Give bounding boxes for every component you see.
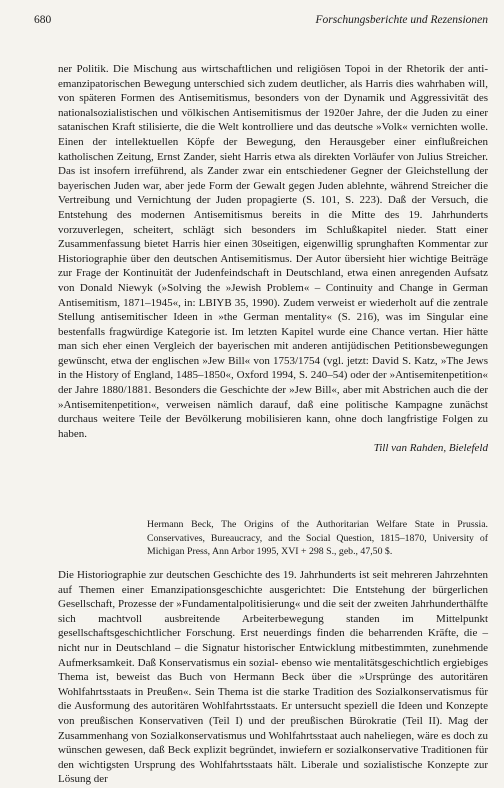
first-review-paragraph: ner Politik. Die Mischung aus wirtschaftlichen und religiösen Topoi in der Rhetorik der anti-emanzipatorischen Bewegung unterschied sich zudem deutlicher, als Harris dies wahrhaben will, von späteren Formen des Antisemitismus, besonders von der Dynamik und Aggressivität des nationalsozialistischen und völkischen Antisemitismus der 1920er Jahre, der die Juden zu einer satanischen Kraft stilisierte, die die Welt kontrolliere und das deutsche »Volk« vernichten wolle. Einen der intellektuellen Köpfe der Bewegung, den Herausgeber einer einflußreichen katholischen Zeitung, Ernst Zander, sieht Harris etwa als direkten Vorläufer von Julius Streicher. Das ist insofern irreführend, als Zander zwar ein entschiedener Gegner der Gleichstellung der bayerischen Juden war, aber jede Form der Gewalt gegen Juden ablehnte, während Streicher die Vertreibung und Vernichtung der Juden propagierte (S. 101, S. 223). Daß der Versuch, die Entstehung des modernen Antisemitismus bereits in die Mitte des 19. Jahrhunderts vorzuverlegen, scheitert, schlägt sich besonders im Schlußkapitel nieder. Statt einer Zusammenfassung bietet Harris hier einen 30seitigen, eigenwillig sprunghaften Kommentar zur Historiographie über den deutschen Antisemitismus. Der Autor übersieht hier wichtige Beiträge zur Frage der Kontinuität der Judenfeindschaft in Deutschland, etwa einen anregenden Aufsatz von Donald Niewyk (»Solving the »Jewish Problem« – Continuity and Change in German Antisemitism, 1871–1945«, in: LBIYB 35, 1990). Zudem verweist er wiederholt auf die zentrale Stellung antisemitischer Ideen in »the German mentality« (S. 216), was im Singular eine bestenfalls fragwürdige Kategorie ist. Im letzten Kapitel wurde eine Chance vertan. Hier hätte man sich eher einen Vergleich der bayerischen mit anderen antijüdischen Petitionsbewegungen gewünscht, etwa der englischen »Jew Bill« von 1753/1754 (vgl. jetzt: David S. Katz, »The Jews in the History of England, 1485–1850«, Oxford 1994, S. 240–54) oder der »Antisemitenpetition« der Jahre 1880/1881. Besonders die Geschichte der »Jew Bill«, aber mit Abstrichen auch die der »Antisemitenpetition«, verweisen nämlich darauf, daß eine politische Kampagne zunächst durchaus weitere Teile der Bevölkerung mobilisieren kann, ohne doch langfristige Folgen zu haben. (58, 63, 488, 440)
running-title: Forschungsberichte und Rezensionen (315, 14, 488, 26)
reviewer-signature: Till van Rahden, Bielefeld (373, 442, 488, 455)
page-number: 680 (34, 14, 52, 26)
second-review-paragraph: Die Historiographie zur deutschen Geschichte des 19. Jahrhunderts ist seit mehreren Jahrzehnten auf Themen einer Emanzipationsgeschichte ausgerichtet: Die Entstehung der bürgerlichen Gesellschaft, Prozesse der »Fundamentalpolitisierung« und die seit der zweiten Jahrhunderthälfte sich machtvoll ausbreitende Arbeiterbewegung standen im Mittelpunkt gesellschaftsgeschichtlicher Forschung. Erst neuerdings finden die beharrenden Kräfte, die – nicht nur in Deutschland – die Signatur historischer Entwicklung mitbestimmten, zunehmende Aufmerksamkeit. Daß Konservatismus ein sozial- ebenso wie mentalitätsgeschichtlich ergiebiges Thema ist, beweist das Buch von Hermann Beck über die »Ursprünge des autoritären Wohlfahrtsstaats in Preußen«. Sein Thema ist die starke Tradition des Sozialkonservatismus für die Ausformung des autoritären Wohlfahrtsstaats. Er untersucht speziell die Ideen und Konzepte von preußischen Konservativen (Teil I) und der preußischen Bürokratie (Teil II). Mag der Zusammenhang von Sozialkonservatismus und Wohlfahrtsstaat auch naheliegen, wäre es doch zu wünschen gewesen, daß Beck explizit begründet, inwiefern er sozialkonservative Traditionen für den wichtigsten Ursprung des Wohlfahrtsstaats hält. Liberale und sozialistische Konzepte zur Lösung der (58, 569, 488, 786)
second-review (58, 568, 488, 787)
running-header (34, 14, 488, 26)
book-citation: Hermann Beck, The Origins of the Authoritarian Welfare State in Prussia. Conservatives, Bureaucracy, and the Social Question, 1815–1870, University of Michigan Press, Ann Arbor 1995, XVI + 298 S., geb., 47,50 $. (147, 519, 488, 558)
first-review (58, 62, 488, 456)
